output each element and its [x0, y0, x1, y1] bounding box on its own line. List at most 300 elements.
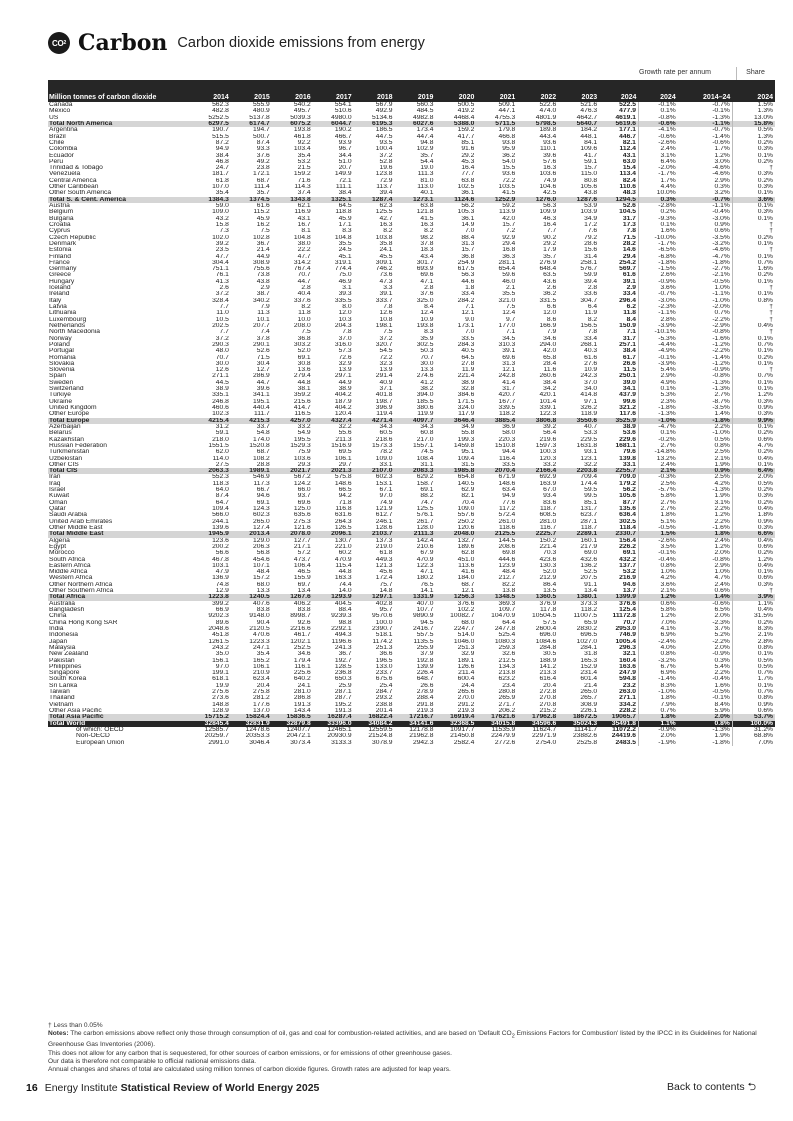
- table-cell: 29.4: [622, 253, 636, 260]
- table-cell: 0.6%: [638, 601, 677, 607]
- table-cell: 1348.5: [476, 594, 517, 600]
- table-cell: 284.3: [457, 341, 475, 348]
- table-cell: 12465.1: [327, 726, 352, 733]
- table-cell: 62.1: [297, 203, 311, 209]
- table-cell: 0.6%: [732, 437, 775, 443]
- table-cell: 281.0: [293, 689, 311, 696]
- table-cell: 69.5: [338, 449, 352, 456]
- table-cell: 1.9%: [714, 733, 730, 740]
- table-cell: -1.3%: [638, 411, 677, 417]
- table-cell: 321.0: [498, 297, 516, 304]
- table-cell: 2255.7: [599, 468, 638, 474]
- table-cell: 623.4: [253, 676, 270, 683]
- table-cell: 33.5: [461, 335, 475, 342]
- table-cell: -2.9%: [712, 322, 730, 329]
- table-cell: 1.1%: [732, 601, 775, 607]
- table-cell: 238.8: [375, 701, 393, 708]
- row-label: France: [49, 259, 70, 266]
- table-cell: 6.9%: [638, 670, 677, 676]
- table-cell: 291.8: [416, 701, 434, 708]
- table-cell: 2.2%: [714, 423, 730, 430]
- table-cell: 414.7: [293, 405, 311, 411]
- table-cell: 7.5: [505, 304, 516, 310]
- table-cell: 74.4: [338, 581, 352, 588]
- table-cell: 7.0: [465, 329, 475, 336]
- table-cell: -2.2%: [712, 638, 730, 645]
- table-cell: 191.3: [293, 701, 311, 708]
- table-cell: 0.1%: [732, 279, 775, 285]
- table-cell: -6.8%: [638, 254, 677, 260]
- table-cell: 59.6: [502, 272, 516, 279]
- table-cell: 7.3: [219, 228, 229, 235]
- table-cell: 5134.6: [372, 114, 393, 121]
- table-cell: 139.9: [416, 663, 434, 670]
- table-cell: 270.8: [539, 695, 557, 702]
- table-cell: -2.7%: [712, 266, 730, 273]
- table-cell: 118.7: [580, 524, 598, 531]
- table-cell: 41.4: [502, 379, 516, 386]
- table-cell: 150.9: [619, 322, 636, 329]
- table-cell: 163.6: [619, 663, 636, 670]
- table-cell: 156.4: [619, 537, 636, 544]
- table-cell: 1681.1: [615, 442, 636, 449]
- table-cell: 172.1: [253, 171, 270, 178]
- table-cell: 174.0: [253, 436, 270, 443]
- table-cell: 44.8: [338, 569, 352, 576]
- table-cell: 18.3: [420, 247, 434, 254]
- table-cell: 121.6: [293, 524, 311, 531]
- table-cell: 190.2: [334, 127, 352, 134]
- table-cell: 52.8: [379, 158, 393, 165]
- table-cell: 303.2: [293, 341, 311, 348]
- table-cell: 105.6: [580, 184, 598, 191]
- table-cell: 2.1%: [638, 468, 677, 474]
- table-cell: 74.9: [379, 499, 393, 506]
- table-cell: 13.3: [256, 588, 270, 595]
- table-cell: 70.3: [543, 550, 557, 557]
- table-cell: 2.2%: [714, 506, 730, 512]
- table-cell: 11.6: [543, 367, 557, 374]
- table-cell: -0.5%: [638, 525, 677, 531]
- table-cell: 376.6: [619, 600, 636, 607]
- table-cell: 612.7: [375, 512, 393, 519]
- table-cell: 10504.5: [532, 613, 557, 620]
- table-cell: 335.1: [212, 392, 229, 399]
- table-cell: 125.4: [619, 607, 636, 613]
- table-cell: 72.6: [338, 354, 352, 361]
- row-label: Total S. & Cent. America: [48, 197, 190, 203]
- table-cell: -3.5%: [712, 405, 730, 411]
- table-cell: 287.1: [334, 689, 352, 696]
- table-cell: 5.4%: [638, 367, 677, 373]
- table-cell: 0.3%: [732, 184, 775, 190]
- table-cell: 284.8: [539, 644, 557, 651]
- row-label: Peru: [49, 158, 64, 165]
- table-cell: 10.0: [297, 316, 311, 323]
- table-cell: 3078.9: [372, 739, 393, 746]
- table-cell: 451.8: [212, 632, 229, 639]
- table-cell: 110.6: [619, 184, 636, 191]
- table-cell: 515.5: [212, 133, 229, 140]
- table-cell: 24.7: [215, 165, 229, 172]
- table-cell: 36.7: [338, 651, 352, 658]
- table-cell: 73.6: [379, 272, 393, 279]
- table-cell: 407.0: [416, 600, 434, 607]
- table-cell: 37.4: [297, 190, 311, 197]
- table-cell: 470.9: [334, 556, 352, 563]
- table-cell: 16.2: [256, 221, 270, 228]
- table-cell: 333.7: [375, 297, 393, 304]
- table-cell: 2.9%: [714, 562, 730, 569]
- table-cell: 271.1: [619, 695, 636, 702]
- table-cell: 2.0%: [732, 474, 775, 480]
- table-cell: -0.9%: [638, 727, 677, 733]
- row-label: Azerbaijan: [49, 423, 81, 430]
- row-label: Norway: [49, 335, 72, 342]
- table-cell: 24.4: [461, 682, 475, 689]
- table-cell: 19.0: [420, 165, 434, 172]
- table-cell: 19065.7: [599, 714, 638, 720]
- table-cell: 4980.0: [331, 114, 352, 121]
- table-cell: 5.9%: [714, 708, 730, 714]
- notes-label: Notes:: [48, 1030, 69, 1038]
- row-label: Turkmenistan: [49, 449, 90, 456]
- table-cell: 0.1%: [732, 190, 775, 196]
- table-cell: 117.3: [253, 480, 270, 487]
- table-cell: 281.2: [253, 695, 270, 702]
- table-cell: 31.4: [584, 253, 598, 260]
- row-label: Taiwan: [49, 689, 70, 696]
- table-cell: 1325.1: [313, 197, 354, 203]
- table-cell: 37.0: [338, 335, 352, 342]
- table-cell: 265.0: [580, 689, 598, 696]
- table-cell: 255.9: [416, 644, 434, 651]
- table-cell: 2289.1: [558, 531, 599, 537]
- table-cell: 557.6: [457, 512, 475, 519]
- table-cell: -1.8%: [638, 260, 677, 266]
- table-cell: 15715.2: [190, 714, 231, 720]
- table-cell: 64.7: [215, 499, 229, 506]
- table-cell: 39.2: [543, 423, 557, 430]
- table-cell: 13.6: [297, 367, 311, 374]
- table-cell: 2772.6: [494, 739, 516, 746]
- table-cell: 69.1: [622, 550, 636, 557]
- table-cell: -0.6%: [712, 139, 730, 146]
- table-cell: 4.2%: [638, 575, 677, 581]
- table-cell: 103.5: [498, 184, 516, 191]
- table-cell: 21.4: [584, 682, 598, 689]
- table-cell: 159.2: [457, 127, 475, 134]
- table-cell: 35.5: [338, 240, 352, 247]
- table-cell: 54.4: [420, 158, 434, 165]
- table-cell: 34.5: [502, 335, 516, 342]
- table-cell: 546.9: [253, 474, 270, 481]
- table-cell: 99.6: [622, 398, 636, 405]
- table-cell: 2.7%: [638, 506, 677, 512]
- table-cell: 117.2: [499, 506, 516, 512]
- table-cell: 120.3: [539, 455, 557, 462]
- table-cell: 16.3: [379, 221, 393, 228]
- table-cell: 105.3: [457, 209, 475, 216]
- table-cell: 339.5: [498, 405, 516, 411]
- header-col-4: 2017: [313, 80, 354, 102]
- table-cell: 126.6: [457, 663, 475, 670]
- table-cell: 66.0: [297, 487, 311, 494]
- table-cell: 13.4: [297, 588, 311, 595]
- table-cell: 62.8: [461, 550, 475, 557]
- row-label: South Korea: [49, 676, 87, 683]
- table-cell: 0.2%: [732, 272, 775, 278]
- table-cell: 68.7: [256, 449, 270, 456]
- table-cell: 44.9: [256, 253, 270, 260]
- table-cell: 0.1%: [638, 222, 677, 228]
- table-cell: 116.5: [294, 411, 311, 418]
- table-cell: 77.7: [461, 171, 475, 178]
- table-cell: 2.7%: [638, 443, 677, 449]
- table-cell: 2292.1: [331, 625, 352, 632]
- table-cell: 57.2: [297, 550, 311, 557]
- table-cell: 24.1: [297, 682, 311, 689]
- table-cell: 4801.9: [535, 114, 557, 121]
- row-label: Portugal: [49, 348, 74, 355]
- table-cell: 111.3: [417, 171, 434, 178]
- column-group-headers: [614, 67, 775, 80]
- table-cell: 4642.7: [576, 114, 598, 121]
- table-cell: 85.1: [461, 139, 475, 146]
- table-cell: 309.1: [375, 259, 393, 266]
- table-cell: 173.4: [416, 127, 434, 134]
- notes-text-1a: The carbon emissions above reflect only those through consumption of oil, gas and coal for combustion-related activities, and are based on 'Default CO: [70, 1030, 512, 1038]
- row-label: Malaysia: [49, 644, 76, 651]
- table-cell: 1.2%: [714, 543, 730, 550]
- table-cell: 0.7%: [732, 373, 775, 379]
- table-cell: 1.8%: [678, 531, 733, 537]
- table-cell: 11.9: [584, 310, 598, 317]
- table-cell: 109.9: [539, 209, 557, 216]
- table-cell: 34.9: [584, 215, 598, 222]
- table-cell: 136.2: [580, 562, 598, 569]
- table-cell: 273.6: [212, 695, 229, 702]
- table-cell: 56.8: [256, 550, 270, 557]
- table-cell: 1557.1: [412, 442, 434, 449]
- table-cell: 8.2: [383, 228, 393, 235]
- table-cell: 45.9: [338, 215, 352, 222]
- row-label: Total World: [48, 721, 190, 727]
- table-cell: 93.7: [297, 493, 311, 500]
- table-cell: 3550.6: [558, 418, 599, 424]
- table-cell: 34.3: [420, 423, 434, 430]
- table-cell: 671.9: [498, 474, 516, 481]
- table-cell: 2048.0: [435, 531, 476, 537]
- row-label: Other Caribbean: [49, 184, 99, 191]
- table-cell: 30.0: [420, 360, 434, 367]
- table-cell: 125.0: [293, 506, 311, 512]
- table-cell: 2.8: [301, 285, 311, 292]
- table-cell: 106.1: [334, 455, 352, 462]
- table-cell: 1273.1: [395, 197, 436, 203]
- notes-paragraph-4: Annual changes and shares of total are calculated using million tonnes of carbon dioxide figures. Growth rates are adjusted for leap years.: [48, 1066, 451, 1074]
- table-cell: 128.6: [375, 524, 393, 531]
- table-cell: 404.5: [334, 600, 352, 607]
- table-cell: 37.2: [379, 152, 393, 159]
- table-cell: 69.6: [297, 499, 311, 506]
- table-cell: 217.9: [580, 543, 598, 550]
- table-cell: 1.8%: [638, 695, 677, 701]
- table-cell: 43.1: [297, 215, 311, 222]
- table-cell: -1.8%: [678, 418, 733, 424]
- row-label: Sri Lanka: [49, 682, 78, 689]
- table-cell: 10.9: [420, 316, 434, 323]
- table-cell: 33.7: [256, 423, 270, 430]
- table-cell: 601.4: [580, 676, 598, 683]
- table-cell: 12.1: [461, 310, 475, 317]
- table-cell: -0.8%: [638, 115, 677, 121]
- table-cell: 275.3: [293, 518, 311, 525]
- table-cell: 31.5%: [732, 613, 775, 619]
- table-cell: 48.4: [256, 569, 270, 576]
- table-cell: 226.2: [619, 543, 636, 550]
- table-cell: 482.8: [212, 108, 229, 115]
- table-cell: 4982.8: [412, 114, 434, 121]
- table-cell: 75.7: [379, 581, 393, 588]
- table-cell: 30.0: [215, 360, 229, 367]
- table-cell: 446.7: [619, 133, 636, 140]
- table-cell: 141.2: [539, 663, 557, 670]
- table-cell: -1.1%: [712, 291, 730, 298]
- table-cell: 341.1: [253, 392, 270, 399]
- table-cell: 246.8: [212, 398, 229, 405]
- table-cell: 46.8: [215, 158, 229, 165]
- table-cell: -0.7%: [712, 127, 730, 134]
- table-cell: 650.3: [334, 676, 352, 683]
- row-label: Hungary: [49, 278, 75, 285]
- table-cell: 2.9: [626, 285, 636, 292]
- table-cell: 320.7: [375, 341, 393, 348]
- row-label: New Zealand: [49, 651, 89, 658]
- table-cell: 326.2: [580, 405, 598, 411]
- table-cell: 20930.9: [327, 733, 352, 740]
- table-cell: 616.4: [539, 676, 557, 683]
- table-cell: 64.4: [502, 619, 516, 626]
- table-cell: 109.0: [457, 506, 475, 512]
- table-cell: 1135.5: [413, 638, 434, 645]
- table-cell: -6.5%: [638, 247, 677, 253]
- table-cell: 274.6: [416, 373, 434, 380]
- table-cell: 53.9: [584, 203, 598, 209]
- table-cell: 48.4: [502, 569, 516, 576]
- table-cell: 1293.9: [313, 594, 354, 600]
- table-cell: 96.7: [338, 146, 352, 153]
- table-cell: 116.7: [539, 524, 557, 531]
- table-cell: 0.5%: [732, 658, 775, 664]
- table-cell: 13.0%: [732, 115, 775, 121]
- table-cell: 127.4: [253, 524, 270, 531]
- table-cell: 10082.7: [450, 613, 475, 620]
- table-cell: 38.0: [297, 240, 311, 247]
- table-cell: 86.4: [543, 581, 557, 588]
- table-cell: 12.9: [215, 588, 229, 595]
- table-cell: 3525.9: [599, 418, 638, 424]
- table-cell: 376.6: [457, 600, 475, 607]
- table-cell: 9.9%: [732, 418, 775, 424]
- table-cell: 2.4%: [714, 581, 730, 588]
- row-label: Denmark: [49, 240, 77, 247]
- table-cell: 259.3: [498, 644, 516, 651]
- table-cell: 321.2: [619, 405, 636, 411]
- table-cell: 3.5%: [638, 544, 677, 550]
- table-cell: 8.2: [301, 304, 311, 310]
- table-cell: 37.2: [379, 335, 393, 342]
- table-cell: 177.6: [253, 701, 270, 708]
- table-cell: 35.8: [379, 240, 393, 247]
- table-cell: 0.9%: [678, 468, 733, 474]
- table-cell: 2.8%: [638, 317, 677, 323]
- back-to-contents-link[interactable]: Back to contents ⮌: [667, 1081, 756, 1093]
- table-cell: 751.1: [212, 266, 229, 273]
- table-cell: 241.3: [334, 644, 352, 651]
- table-cell: 34084.2: [354, 721, 395, 727]
- table-cell: 94.9: [215, 146, 229, 153]
- row-label: US: [49, 114, 59, 121]
- row-label: Brazil: [49, 133, 66, 140]
- table-cell: 567.2: [293, 474, 311, 481]
- table-cell: 130.3: [539, 562, 557, 569]
- table-cell: 35.5: [502, 291, 516, 298]
- table-cell: 45.6: [379, 569, 393, 576]
- table-cell: 2582.4: [453, 739, 475, 746]
- row-label: Indonesia: [49, 632, 79, 639]
- table-cell: 286.9: [253, 373, 270, 380]
- table-cell: 103.9: [580, 209, 598, 216]
- table-cell: 7.7: [219, 329, 229, 336]
- table-cell: 189.1: [457, 657, 475, 664]
- table-cell: -1.0%: [638, 418, 677, 424]
- table-cell: 219.0: [375, 543, 393, 550]
- table-cell: 0.3%: [732, 399, 775, 405]
- growth-rate-group-header: Growth rate per annum: [639, 69, 711, 76]
- table-cell: 70.7: [297, 272, 311, 279]
- table-cell: 8.3%: [732, 626, 775, 632]
- table-cell: 4271.4: [354, 418, 395, 424]
- table-cell: 250.1: [619, 373, 636, 380]
- table-cell: 5.2%: [714, 632, 730, 639]
- row-label: Ireland: [49, 291, 70, 298]
- table-cell: 1267.6: [272, 594, 313, 600]
- table-cell: 117.8: [539, 607, 557, 613]
- header-col-12: 2024: [638, 80, 677, 102]
- table-cell: -2.0%: [638, 165, 677, 171]
- table-cell: 102.9: [416, 146, 434, 153]
- table-cell: 53.2: [622, 569, 636, 576]
- table-cell: 92.9: [502, 234, 516, 241]
- table-cell: 47.1: [420, 569, 434, 576]
- table-cell: 420.7: [498, 392, 516, 399]
- table-cell: 32845.4: [190, 721, 231, 727]
- page-number: 16: [26, 1082, 38, 1094]
- table-cell: 39.6: [256, 386, 270, 393]
- table-cell: 102.0: [212, 234, 229, 241]
- table-cell: 1631.8: [576, 442, 598, 449]
- table-cell: -10.0%: [638, 235, 677, 241]
- table-cell: 2.7%: [714, 392, 730, 399]
- table-cell: 212.7: [498, 575, 516, 582]
- table-cell: 218.6: [375, 436, 393, 443]
- table-cell: 2.8%: [732, 639, 775, 645]
- table-cell: 156.5: [580, 322, 598, 329]
- table-cell: 0.1%: [732, 361, 775, 367]
- table-cell: 39.3: [338, 291, 352, 298]
- row-label: Vietnam: [49, 701, 74, 708]
